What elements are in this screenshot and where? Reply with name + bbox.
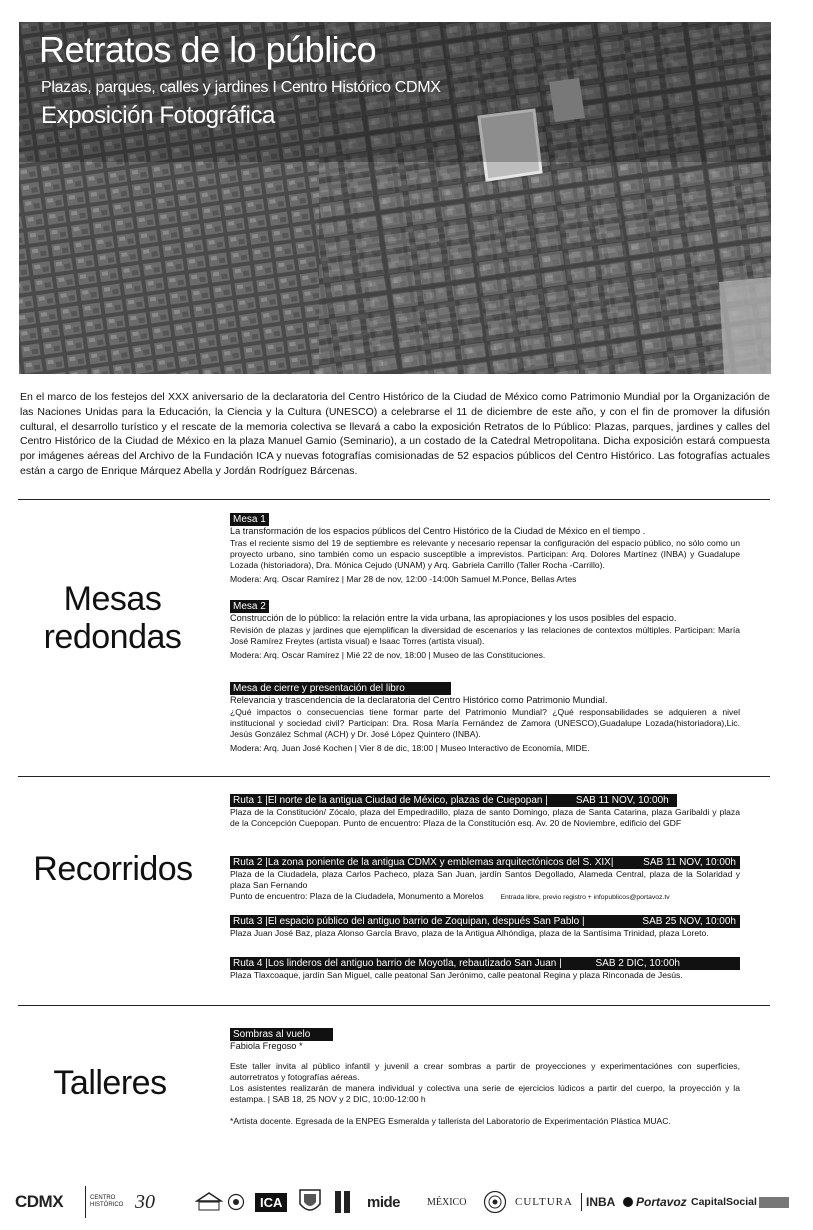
mesa-2 [230,600,740,662]
museum-icon [333,1186,353,1218]
mesa-label: Mesa 2 [230,600,269,613]
ruta-label [230,915,740,928]
ruta-title: Ruta 1 |El norte de la antigua Ciudad de México, plazas de Cuepopan | [233,795,548,806]
taller-footnote: *Artista docente. Egresada de la ENPEG Esmeralda y tallerista del Laboratorio de Experimentación Plástica MUAC. [230,1116,671,1127]
taller-description-2: Los asistentes realizarán de manera individual y colectiva una serie de ejercicios lúdicos a partir del cuerpo, la proyección y la estampa. | SAB 18, 25 NOV y 2 DIC, 10:00-12:00 h [230,1082,740,1105]
divider [18,499,770,500]
exhibition-label: Exposición Fotográfica [41,102,275,129]
capital-social-logo [691,1186,789,1218]
portavoz-logo-text: Portavoz [636,1195,687,1209]
fundacion-ica-logo [255,1186,287,1218]
ruta-label [230,957,740,970]
mesa-label: Mesa de cierre y presentación del libro [230,682,451,695]
mide-logo [367,1186,400,1218]
portavoz-icon [623,1197,633,1207]
capital-social-logo-text: CapitalSocial [691,1196,757,1208]
cdmx-logo-text: CDMX [15,1192,64,1211]
ica-logo-text: ICA [255,1193,287,1212]
mesa-meta: Modera: Arq. Oscar Ramírez | Mar 28 de nov, 12:00 -14:00h Samuel M.Ponce, Bellas Artes [230,574,577,585]
taller-description-1: Este taller invita al público infantil y juvenil a crear sombras a partir de proyecciones y experimentaciónes con superficies, autorretratos y fotografías aéreas. [230,1060,740,1082]
registration-note: Entrada libre, previo registro + infopublicos@portavoz.tv [500,894,670,902]
taller-facilitator: Fabiola Fregoso * [230,1041,303,1051]
hero-aerial-photo [19,22,771,374]
ruta-3 [230,915,740,939]
mesa-meta: Modera: Arq. Oscar Ramírez | Mié 22 de nov, 18:00 | Museo de las Constituciones. [230,649,546,660]
mesa-description: ¿Qué impactos o consecuencias tiene formar parte del Patrimonio Mundial? ¿Qué responsabilidades se adquieren a nivel institucional y sociedad civil? Participan: Dra. Rosa María Fernández de Zamora (UNESCO),Guadalupe Lozada(historiadora),Lic. Jesús González Schmal (ACH) y Dr. José López Quintero (INBA). [230,706,740,739]
ruta-title: Ruta 2 |La zona poniente de la antigua CDMX y emblemas arquitectónicos del S. XIX| [233,857,614,868]
mexico-logo-text: MÉXICO [427,1196,467,1208]
mide-logo-text: mide [367,1193,401,1211]
ruta-label [230,794,677,807]
ruta-description: Plaza de la Ciudadela, plaza Carlos Pacheco, plaza San Juan, jardín Santos Degollado, Alameda Central, plaza de la Solaridad y plaza San Fernando [230,869,740,891]
capital-social-mark [759,1197,789,1208]
ruta-4 [230,957,740,981]
intro-paragraph: En el marco de los festejos del XXX aniversario de la declaratoria del Centro Histórico de la Ciudad de México como Patrimonio Mundial por la Organización de las Naciones Unidas para la Educación, la Ciencia y la Cultura (UNESCO) a celebrarse el 11 de diciembre de este año, y con el fin de promover la difusión cultural, el desarrollo turístico y el rescate de la memoria colectiva se llevará a cabo la exposición Retratos de lo Público: Plazas, parques, jardines y calles del Centro Histórico de la Ciudad de México en la plaza Manuel Gamio (Seminario), a un costado de la Catedral Metropolitana. Dicha exposición estará compuesta por imágenes aéreas del Archivo de la Fundación ICA y nuevas fotografías comisionadas de 52 espacios públicos del Centro Histórico. Las fotografías actuales están a cargo de Enrique Márquez Abella y Jordán Rodríguez Bárcenas. [20,391,770,477]
ruta-date: SAB 11 NOV, 10:00h [575,795,669,806]
aerial-city-image [19,22,771,374]
thirty-logo-text: 30 [135,1190,155,1213]
ruta-description: Plaza de la Constitución/ Zócalo, plaza del Empedradillo, plaza de santo Domingo, plaza de Santa Catarina, plaza Garibaldi y plaza de la Concepción Cuepopan. Punto de encuentro: Plaza de la Constitución esq. Av. 20 de Noviembre, edificio del GDF [230,807,740,829]
mesa-cierre [230,682,740,755]
centro-historico-logo-text: CENTRO HISTÓRICO [90,1195,124,1208]
taller-sombras [230,1028,740,1128]
ruta-meeting-row [230,891,740,903]
cultura-logo [515,1186,573,1218]
unam-shield-icon [298,1186,322,1218]
mesa-description: Revisión de plazas y jardines que ejemplifican la diversidad de escenarios y las relaciones de contextos múltiples. Participan: María José Ramírez Freytes (artista visual) e Isaac Torres (artista visual). [230,624,740,646]
ruta-title: Ruta 4 |Los linderos del antiguo barrio de Moyotla, rebautizado San Juan | [233,958,562,969]
ruta-meeting: Punto de encuentro: Plaza de la Ciudadela, Monumento a Morelos [230,891,484,902]
mesa-1 [230,513,740,586]
eagle-seal-icon [483,1186,507,1218]
ruta-date: SAB 25 NOV, 10:00h [642,916,736,927]
ruta-description: Plaza Tlaxcoaque, jardín San Miguel, calle peatonal San Jerónimo, calle peatonal Regina y plaza Rinconada de Jesús. [230,970,683,980]
section-title-talleres: Talleres [53,1064,167,1102]
cdmx-logo [15,1186,63,1218]
mesa-topic: Construcción de lo público: la relación entre la vida urbana, las apropiaciones y los usos posibles del espacio. [230,613,677,623]
seal-icon [227,1186,245,1218]
mesa-meta: Modera: Arq. Juan José Kochen | Vier 8 de dic, 18:00 | Museo Interactivo de Economía, MIDE. [230,743,590,754]
ruta-description: Plaza Juan José Baz, plaza Alonso García Bravo, plaza de la Antigua Alhóndiga, plaza de la Santísima Trinidad, plaza Loreto. [230,928,709,938]
ruta-date: SAB 11 NOV, 10:00h [643,857,736,868]
ruta-date: SAB 2 DIC, 10:00h [595,958,680,969]
ruta-2 [230,856,740,904]
mesas-title-line2: redondas [43,618,182,656]
mesas-title-line1: Mesas [63,580,162,618]
mesa-label: Mesa 1 [230,513,269,526]
poster-title: Retratos de lo público [39,29,377,70]
sponsor-logos [15,1186,805,1218]
divider [18,1005,770,1006]
poster-subtitle: Plazas, parques, calles y jardines I Centro Histórico CDMX [41,79,441,96]
inba-logo [581,1193,615,1211]
mexico-logo [427,1186,466,1218]
ruta-title: Ruta 3 |El espacio público del antiguo barrio de Zoquipan, después San Pablo | [233,916,585,927]
mesa-topic: La transformación de los espacios públicos del Centro Histórico de la Ciudad de México en el tiempo . [230,526,646,536]
mesa-topic: Relevancia y trascendencia de la declaratoria del Centro Histórico como Patrimonio Mundial. [230,695,608,705]
ruta-label [230,856,740,869]
mesa-description: Tras el reciente sismo del 19 de septiembre es relevante y necesario repensar la configuración del espacio público, no sólo como un proyecto urbano, sino también como un espacio susceptible a imprevistos. Participan: Arq. Dolores Martínez (INBA) y Guadalupe Lozada (historiadora), Dra. Mónica Cejudo (UNAM) y Arq. Gabriela Carrillo (Taller Rocha -Carrillo). [230,537,740,570]
unesco-icon [195,1186,223,1218]
thirty-anniversary-logo [135,1186,155,1218]
cultura-logo-text: CULTURA [515,1196,573,1208]
inba-logo-text: INBA [586,1195,616,1209]
taller-label: Sombras al vuelo [230,1028,333,1041]
portavoz-logo [623,1186,687,1218]
ruta-1 [230,794,740,829]
section-title-recorridos: Recorridos [33,850,193,888]
divider [18,776,770,777]
section-title-mesas [30,580,195,656]
centro-historico-logo [85,1186,132,1218]
